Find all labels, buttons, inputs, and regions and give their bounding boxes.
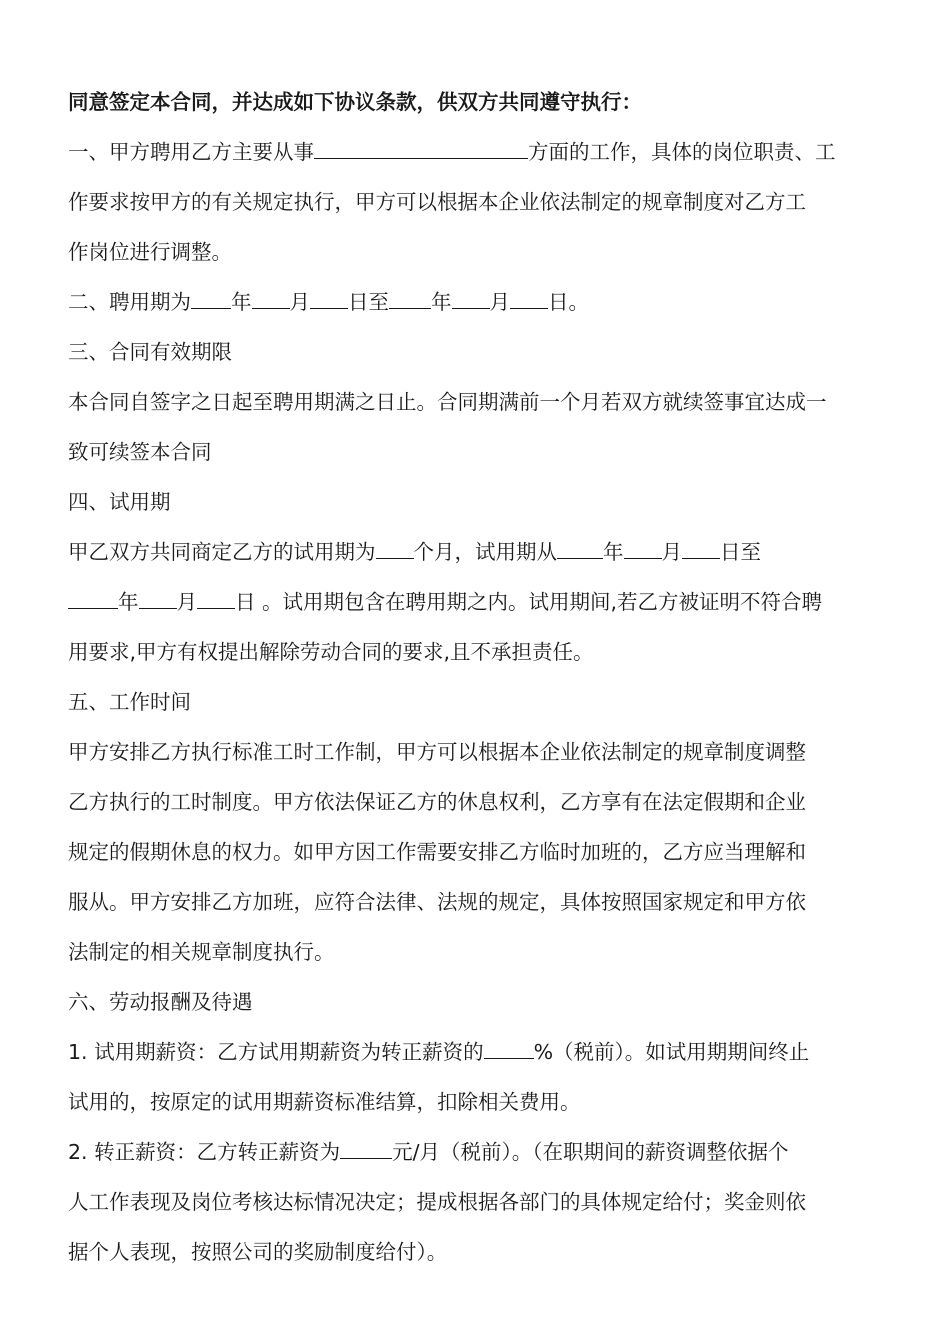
clause1-suffix: 方面的工作，具体的岗位职责、工 [528,140,836,164]
day-to-label: 日至 [348,290,389,314]
clause5-line4: 服从。甲方安排乙方加班，应符合法律、法规的规定，具体按照国家规定和甲方依 [68,890,806,914]
clause2-label: 二、聘用期为 [68,290,191,314]
clause5-line5: 法制定的相关规章制度执行。 [68,940,335,964]
clause1-line2: 作要求按甲方的有关规定执行，甲方可以根据本企业依法制定的规章制度对乙方工 [68,190,806,214]
clause5-line2: 乙方执行的工时制度。甲方依法保证乙方的休息权利，乙方享有在法定假期和企业 [68,790,806,814]
probation-start-month-blank[interactable] [624,538,662,559]
day-to-label: 日至 [720,540,761,564]
year-label: 年 [431,290,452,314]
intro-text: 同意签定本合同，并达成如下协议条款，供双方共同遵守执行： [68,90,642,114]
probation-start-year-blank[interactable] [557,538,603,559]
probation-tail: 日 。试用期包含在聘用期之内。试用期间,若乙方被证明不符合聘 [235,590,823,614]
clause1-line1 [68,138,884,168]
month-label: 月 [661,540,682,564]
clause6-item1-line2: 试用的，按原定的试用期薪资标准结算，扣除相关费用。 [68,1090,581,1114]
clause3-line1: 本合同自签字之日起至聘用期满之日止。合同期满前一个月若双方就续签事宜达成一 [68,390,827,414]
probation-salary-percent-blank[interactable] [484,1038,534,1059]
job-field-blank[interactable] [314,138,528,159]
probation-end-day-blank[interactable] [197,588,235,609]
day-end-label: 日。 [548,290,589,314]
clause6-item2-line3: 据个人表现，按照公司的奖励制度给付）。 [68,1240,448,1264]
regular-salary-tail: 元/月（税前）。（在职期间的薪资调整依据个 [392,1140,789,1164]
clause5-line3: 规定的假期休息的权力。如甲方因工作需要安排乙方临时加班的，乙方应当理解和 [68,840,806,864]
clause6-item2-line2: 人工作表现及岗位考核达标情况决定；提成根据各部门的具体规定给付；奖金则依 [68,1190,806,1214]
start-day-blank[interactable] [310,288,348,309]
probation-label: 甲乙双方共同商定乙方的试用期为 [68,540,376,564]
probation-from-label: 个月，试用期从 [413,540,557,564]
end-month-blank[interactable] [452,288,490,309]
start-year-blank[interactable] [191,288,231,309]
clause5-line1: 甲方安排乙方执行标准工时工作制，甲方可以根据本企业依法制定的规章制度调整 [68,740,806,764]
probation-end-year-blank[interactable] [68,588,118,609]
clause4-line1 [68,538,884,568]
clause1-prefix: 一、甲方聘用乙方主要从事 [68,140,314,164]
clause1-line3: 作岗位进行调整。 [68,240,232,264]
clause3-heading: 三、合同有效期限 [68,340,232,364]
start-month-blank[interactable] [252,288,290,309]
probation-months-blank[interactable] [376,538,414,559]
month-label: 月 [289,290,310,314]
clause6-heading: 六、劳动报酬及待遇 [68,990,253,1014]
probation-start-day-blank[interactable] [682,538,720,559]
regular-salary-label: 2. 转正薪资：乙方转正薪资为 [68,1140,341,1164]
regular-salary-amount-blank[interactable] [340,1138,392,1159]
clause3-line2: 致可续签本合同 [68,440,212,464]
clause5-heading: 五、工作时间 [68,690,191,714]
clause4-line2 [68,588,884,618]
clause4-line3: 用要求,甲方有权提出解除劳动合同的要求,且不承担责任。 [68,640,594,664]
year-label: 年 [118,590,139,614]
clause6-item2-line1 [68,1138,884,1168]
clause6-item1-line1 [68,1038,884,1068]
end-day-blank[interactable] [510,288,548,309]
probation-salary-tail: %（税前）。如试用期期间终止 [533,1040,810,1064]
probation-end-month-blank[interactable] [139,588,177,609]
year-label: 年 [603,540,624,564]
clause2-line [68,288,884,318]
clause4-heading: 四、试用期 [68,490,171,514]
month-label: 月 [489,290,510,314]
year-label: 年 [231,290,252,314]
probation-salary-label: 1. 试用期薪资：乙方试用期薪资为转正薪资的 [68,1040,484,1064]
end-year-blank[interactable] [389,288,431,309]
month-label: 月 [176,590,197,614]
